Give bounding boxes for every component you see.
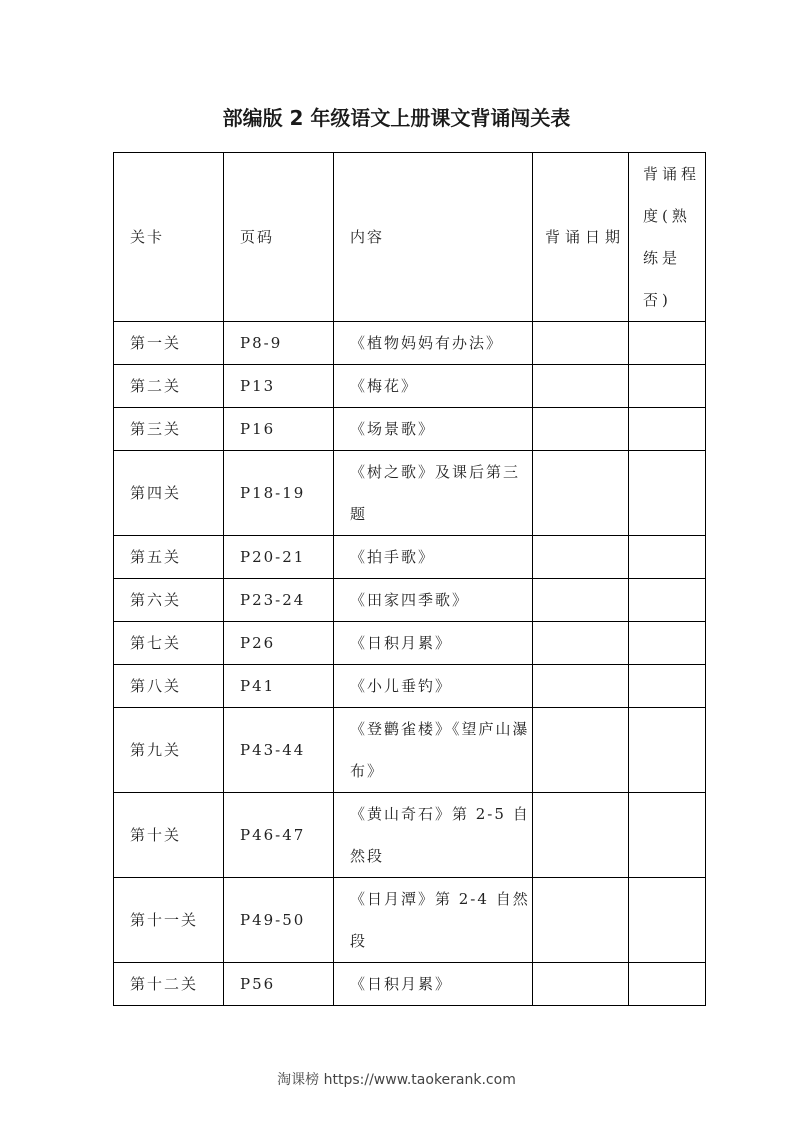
table-row <box>114 408 706 451</box>
pages-cell: P26 <box>224 622 334 665</box>
table-row <box>114 322 706 365</box>
level-cell: 第四关 <box>114 451 224 536</box>
level-cell: 第三关 <box>114 408 224 451</box>
content-cell: 《田家四季歌》 <box>334 579 533 622</box>
level-cell: 第十关 <box>114 793 224 878</box>
date-cell[interactable] <box>533 793 629 878</box>
content-cell: 《小儿垂钓》 <box>334 665 533 708</box>
content-cell: 《日积月累》 <box>334 622 533 665</box>
content-cell: 《植物妈妈有办法》 <box>334 322 533 365</box>
date-cell[interactable] <box>533 365 629 408</box>
date-cell[interactable] <box>533 878 629 963</box>
table-row <box>114 622 706 665</box>
content-cell: 《登鹳雀楼》《望庐山瀑布》 <box>334 708 533 793</box>
content-cell: 《日积月累》 <box>334 963 533 1006</box>
header-pages: 页码 <box>224 153 334 322</box>
mastery-cell[interactable] <box>629 365 706 408</box>
content-cell: 《梅花》 <box>334 365 533 408</box>
level-cell: 第二关 <box>114 365 224 408</box>
content-cell: 《拍手歌》 <box>334 536 533 579</box>
pages-cell: P18-19 <box>224 451 334 536</box>
date-cell[interactable] <box>533 622 629 665</box>
date-cell[interactable] <box>533 708 629 793</box>
table-row <box>114 708 706 793</box>
mastery-cell[interactable] <box>629 708 706 793</box>
pages-cell: P16 <box>224 408 334 451</box>
pages-cell: P8-9 <box>224 322 334 365</box>
mastery-cell[interactable] <box>629 536 706 579</box>
pages-cell: P56 <box>224 963 334 1006</box>
level-cell: 第十一关 <box>114 878 224 963</box>
content-cell: 《树之歌》及课后第三题 <box>334 451 533 536</box>
table-row <box>114 793 706 878</box>
table-row <box>114 365 706 408</box>
table-row <box>114 451 706 536</box>
date-cell[interactable] <box>533 963 629 1006</box>
table-header-row <box>114 153 706 322</box>
level-cell: 第九关 <box>114 708 224 793</box>
pages-cell: P46-47 <box>224 793 334 878</box>
content-cell: 《日月潭》第 2-4 自然段 <box>334 878 533 963</box>
header-mastery: 背诵程度(熟练是否) <box>629 153 706 322</box>
level-cell: 第五关 <box>114 536 224 579</box>
page-title: 部编版 2 年级语文上册课文背诵闯关表 <box>222 106 571 130</box>
mastery-cell[interactable] <box>629 579 706 622</box>
mastery-cell[interactable] <box>629 622 706 665</box>
date-cell[interactable] <box>533 536 629 579</box>
recitation-table <box>113 152 706 1006</box>
date-cell[interactable] <box>533 408 629 451</box>
date-cell[interactable] <box>533 579 629 622</box>
level-cell: 第八关 <box>114 665 224 708</box>
level-cell: 第七关 <box>114 622 224 665</box>
level-cell: 第六关 <box>114 579 224 622</box>
table-row <box>114 579 706 622</box>
header-content: 内容 <box>334 153 533 322</box>
pages-cell: P20-21 <box>224 536 334 579</box>
level-cell: 第十二关 <box>114 963 224 1006</box>
table-row <box>114 536 706 579</box>
mastery-cell[interactable] <box>629 322 706 365</box>
header-date: 背诵日期 <box>533 153 629 322</box>
mastery-cell[interactable] <box>629 963 706 1006</box>
date-cell[interactable] <box>533 322 629 365</box>
table-row <box>114 665 706 708</box>
mastery-cell[interactable] <box>629 451 706 536</box>
level-cell: 第一关 <box>114 322 224 365</box>
table-row <box>114 878 706 963</box>
mastery-cell[interactable] <box>629 408 706 451</box>
pages-cell: P43-44 <box>224 708 334 793</box>
content-cell: 《场景歌》 <box>334 408 533 451</box>
footer-watermark: 淘课榜 https://www.taokerank.com <box>277 1072 516 1088</box>
mastery-cell[interactable] <box>629 793 706 878</box>
pages-cell: P13 <box>224 365 334 408</box>
pages-cell: P49-50 <box>224 878 334 963</box>
table-row <box>114 963 706 1006</box>
content-cell: 《黄山奇石》第 2-5 自然段 <box>334 793 533 878</box>
date-cell[interactable] <box>533 665 629 708</box>
header-level: 关卡 <box>114 153 224 322</box>
mastery-cell[interactable] <box>629 878 706 963</box>
date-cell[interactable] <box>533 451 629 536</box>
pages-cell: P41 <box>224 665 334 708</box>
pages-cell: P23-24 <box>224 579 334 622</box>
mastery-cell[interactable] <box>629 665 706 708</box>
